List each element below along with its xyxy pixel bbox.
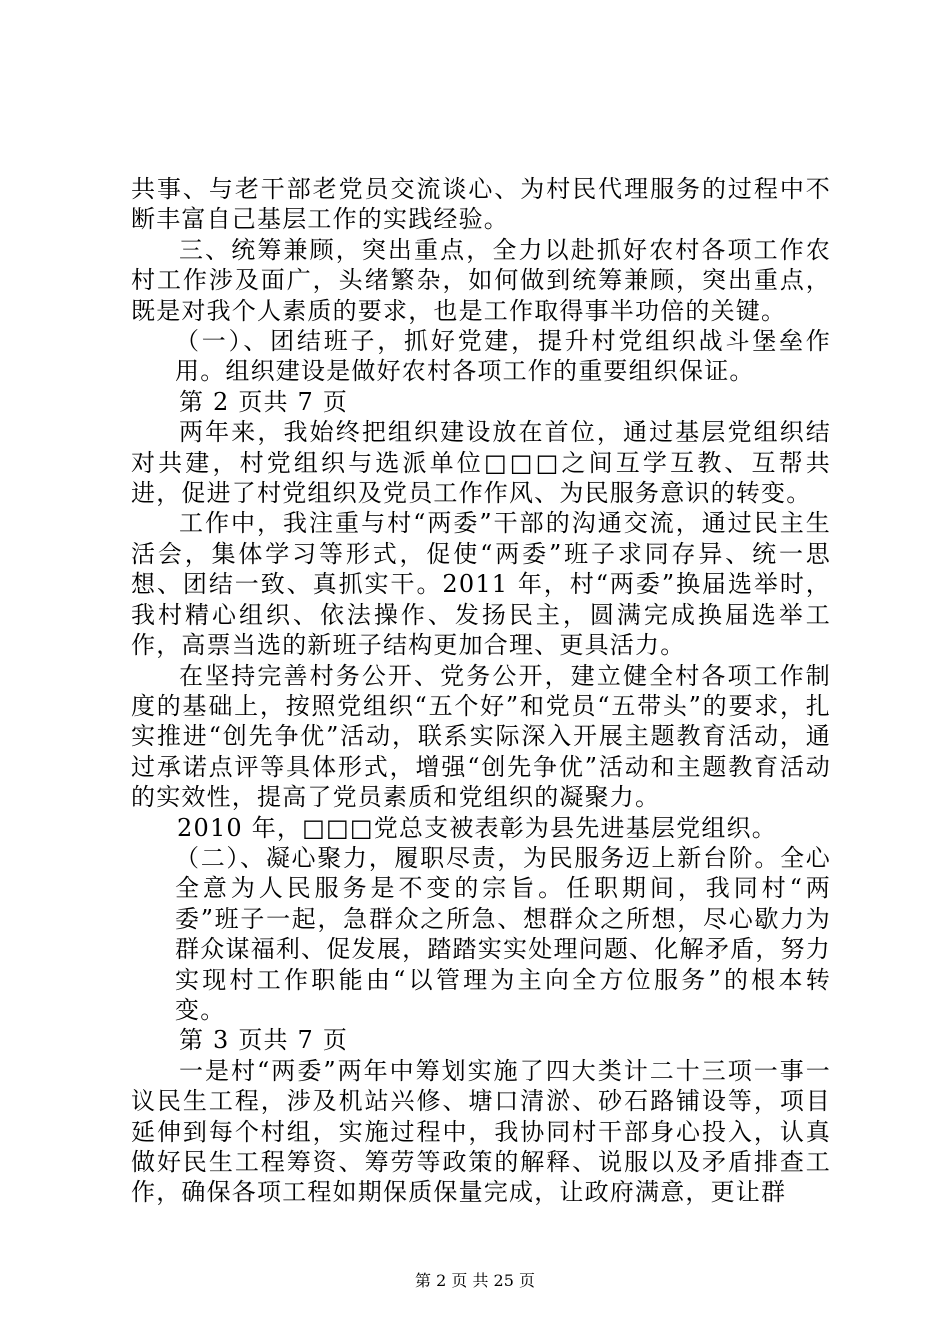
paragraph-subsection-two: （二）、凝心聚力，履职尽责，为民服务迈上新台阶。全心全意为人民服务是不变的宗旨。任职期间，我同村“两委”班子一起，急群众之所急、想群众之所想，尽心歇力为群众谋福利、促发展，踏踏实实处理问题、化解矛盾，努力实现村工作职能由“以管理为主向全方位服务”的根本转变。	[175, 843, 831, 1024]
document-body	[131, 174, 831, 1208]
paragraph-two-years: 两年来，我始终把组织建设放在首位，通过基层党组织结对共建，村党组织与选派单位□□□之间互学互教、互帮共进，促进了村党组织及党员工作作风、为民服务意识的转变。	[131, 418, 831, 508]
inline-page-marker: 第 3 页共 7 页	[179, 1026, 349, 1055]
page-footer: 第 2 页 共 25 页	[415, 1271, 535, 1290]
paragraph-livelihood-projects: 一是村“两委”两年中筹划实施了四大类计二十三项一事一议民生工程，涉及机站兴修、塘口清淤、砂石路铺设等，项目延伸到每个村组，实施过程中，我协同村干部身心投入，认真做好民生工程筹资、筹劳等政策的解释、说服以及矛盾排查工作，确保各项工程如期保质保量完成，让政府满意，更让群	[131, 1056, 831, 1207]
paragraph-section-three: 三、统筹兼顾，突出重点，全力以赴抓好农村各项工作农村工作涉及面广，头绪繁杂，如何做到统筹兼顾，突出重点，既是对我个人素质的要求，也是工作取得事半功倍的关键。	[131, 235, 831, 325]
paragraph-award-2010: 2010 年，□□□党总支被表彰为县先进基层党组织。	[177, 813, 777, 842]
paragraph-continuation: 共事、与老干部老党员交流谈心、为村民代理服务的过程中不断丰富自己基层工作的实践经验。	[131, 175, 831, 234]
inline-page-marker: 第 2 页共 7 页	[179, 387, 349, 416]
paragraph-subsection-one: （一）、团结班子，抓好党建，提升村党组织战斗堡垒作用。组织建设是做好农村各项工作的重要组织保证。	[175, 327, 831, 386]
paragraph-work-communication: 工作中，我注重与村“两委”干部的沟通交流，通过民主生活会，集体学习等形式，促使“两委”班子求同存异、统一思想、团结一致、真抓实干。2011 年，村“两委”换届选举时，我村精心组织、依法操作、发扬民主，圆满完成换届选举工作，高票当选的新班子结构更加合理、更具活力。	[131, 509, 831, 660]
paragraph-openness: 在坚持完善村务公开、党务公开，建立健全村各项工作制度的基础上，按照党组织“五个好”和党员“五带头”的要求，扎实推进“创先争优”活动，联系实际深入开展主题教育活动，通过承诺点评等具体形式，增强“创先争优”活动和主题教育活动的实效性，提高了党员素质和党组织的凝聚力。	[131, 661, 831, 812]
